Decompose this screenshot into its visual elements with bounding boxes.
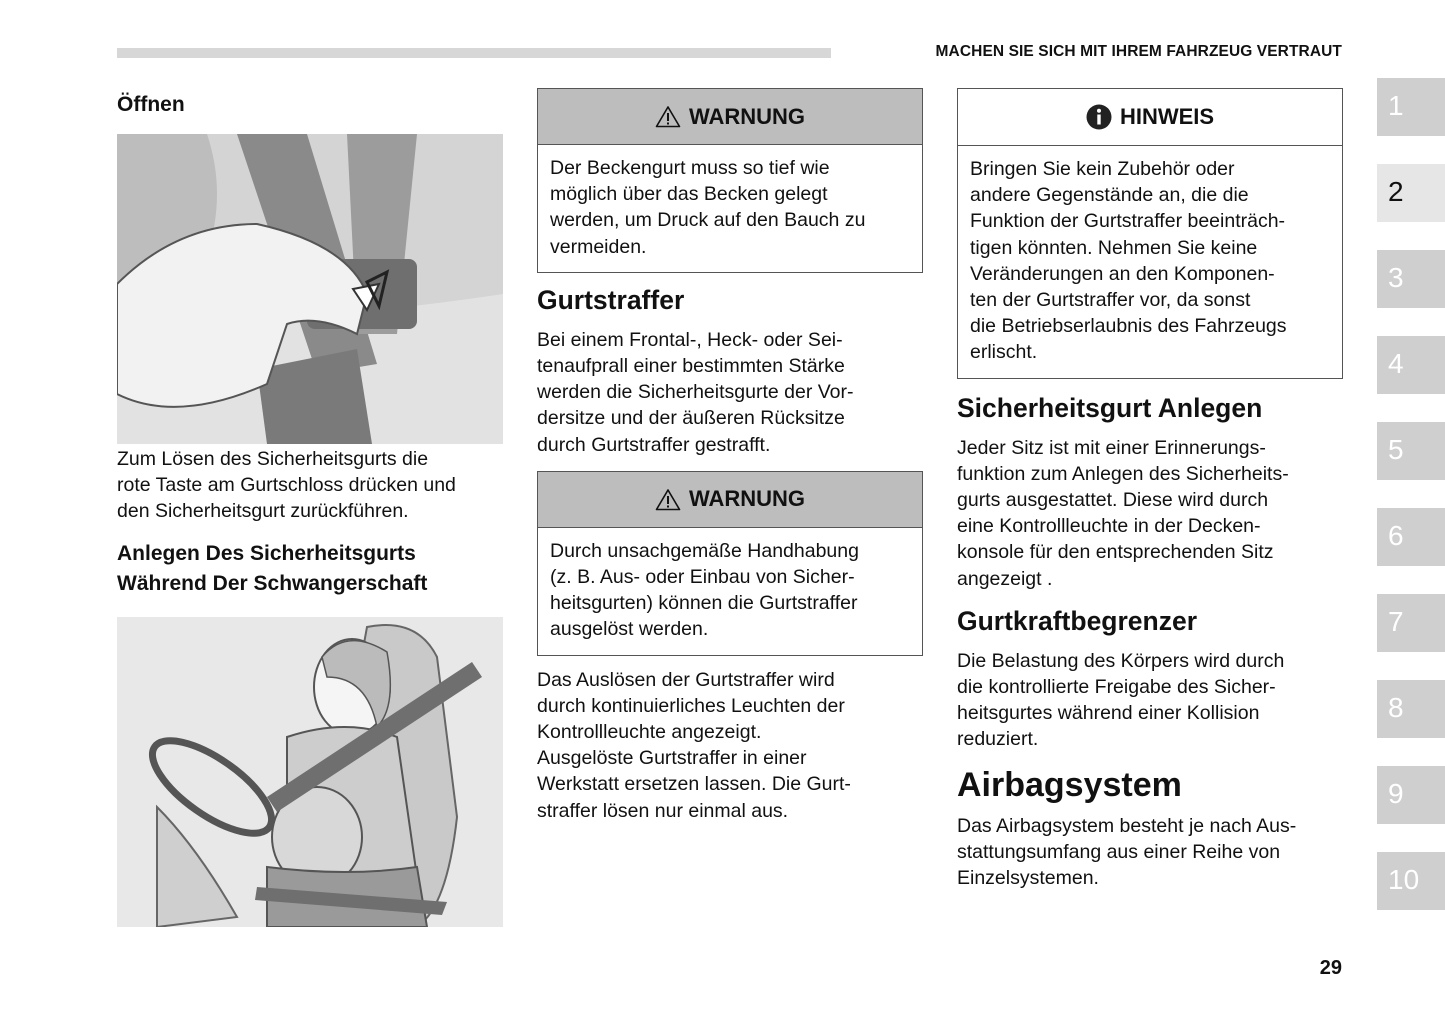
note-text: Bringen Sie kein Zubehör oder andere Gegenstände an, die die Funktion der Gurtstraffer beeinträch- tigen könnten. Nehmen Sie keine Veränderungen an den Komponen- ten der Gurtstraffer vor, da sonst die Betriebserlaubnis des Fahrzeugs erlischt. (970, 158, 1287, 364)
chapter-tab[interactable]: 8 (1377, 680, 1445, 738)
trigger-text: Das Auslösen der Gurtstraffer wird durch kontinuierliches Leuchten der Kontrollleuchte angezeigt. Ausgelöste Gurtstraffer in einer Werkstatt ersetzen lassen. Die Gurt- straffer lösen nur einmal aus. (537, 668, 851, 822)
heading-limiter: Gurtkraftbegrenzer (957, 605, 1198, 636)
chapter-tab[interactable]: 9 (1377, 766, 1445, 824)
chapter-tab[interactable]: 7 (1377, 594, 1445, 652)
chapter-tab-active[interactable]: 2 (1377, 164, 1445, 222)
header-bar (117, 48, 831, 58)
heading-pretensioner: Gurtstraffer (537, 284, 685, 315)
chapter-tab[interactable]: 5 (1377, 422, 1445, 480)
warning-header (538, 89, 922, 145)
info-icon (1086, 104, 1112, 130)
chapter-tab[interactable]: 6 (1377, 508, 1445, 566)
heading-open: Öffnen (117, 93, 185, 116)
note-box (957, 88, 1343, 379)
column-left (117, 88, 503, 927)
warning-text: Der Beckengurt muss so tief wie möglich über das Becken gelegt werden, um Druck auf den Bauch zu vermeiden. (550, 157, 866, 258)
warning-text: Durch unsachgemäße Handhabung (z. B. Aus- oder Einbau von Sicher- heitsgurten) können die Gurtstraffer ausgelöst werden. (550, 539, 859, 641)
chapter-tab[interactable]: 4 (1377, 336, 1445, 394)
warning-header (538, 472, 922, 528)
warning-triangle-icon (655, 488, 681, 511)
warning-label: WARNUNG (688, 486, 806, 512)
airbag-text: Das Airbagsystem besteht je nach Aus- stattungsumfang aus einer Reihe von Einzelsystemen. (957, 814, 1297, 890)
warning-label: WARNUNG (688, 103, 806, 129)
limiter-text: Die Belastung des Körpers wird durch die kontrollierte Freigabe des Sicher- heitsgurtes während einer Kollision reduziert. (957, 649, 1285, 751)
illustration-buckle-release (117, 134, 503, 444)
warning-box-pelvic-belt (537, 88, 923, 273)
illustration-pregnant-driver (117, 617, 503, 927)
note-label: HINWEIS (1119, 104, 1215, 129)
warning-box-pretensioner (537, 471, 923, 656)
chapter-tab[interactable]: 1 (1377, 78, 1445, 136)
chapter-tab[interactable]: 3 (1377, 250, 1445, 308)
pretensioner-text: Bei einem Frontal-, Heck- oder Sei- tenaufprall einer bestimmten Stärke werden die Sicherheitsgurte der Vor- dersitze und der äußeren Rücksitze durch Gurtstraffer gestrafft. (537, 328, 854, 456)
chapter-tab[interactable]: 10 (1377, 852, 1445, 910)
note-header (958, 89, 1342, 146)
page-number: 29 (1319, 957, 1342, 979)
column-right (957, 88, 1343, 891)
header-title: MACHEN SIE SICH MIT IHREM FAHRZEUG VERTRAUT (935, 43, 1342, 60)
warning-triangle-icon (655, 105, 681, 128)
column-middle (537, 88, 923, 824)
open-text: Zum Lösen des Sicherheitsgurts die rote Taste am Gurtschloss drücken und den Sicherheitsgurt zurückführen. (117, 448, 456, 523)
heading-fasten: Sicherheitsgurt Anlegen (957, 392, 1263, 423)
heading-pregnancy: Anlegen Des Sicherheitsgurts Während Der Schwangerschaft (117, 541, 428, 595)
heading-airbag: Airbagsystem (957, 765, 1182, 804)
fasten-text: Jeder Sitz ist mit einer Erinnerungs- funktion zum Anlegen des Sicherheits- gurts ausgestattet. Diese wird durch eine Kontrollleuchte in der Decken- konsole für den entsprechenden Sitz angezeigt . (957, 436, 1289, 590)
